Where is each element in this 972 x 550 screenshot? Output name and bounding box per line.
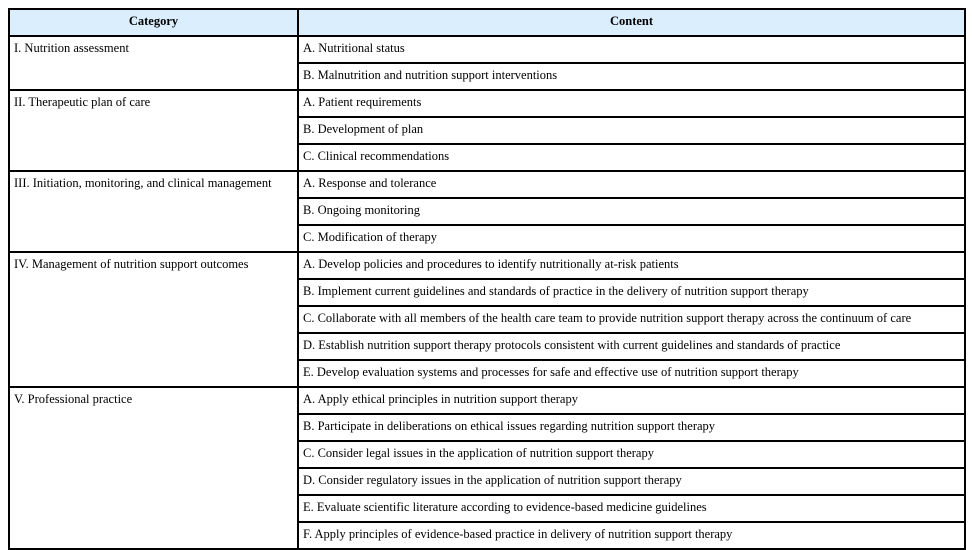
category-cell: IV. Management of nutrition support outcomes: [9, 252, 298, 387]
content-cell: C. Clinical recommendations: [298, 144, 965, 171]
content-cell: B. Implement current guidelines and standards of practice in the delivery of nutrition support therapy: [298, 279, 965, 306]
content-cell: D. Consider regulatory issues in the application of nutrition support therapy: [298, 468, 965, 495]
table-row: [9, 90, 965, 117]
table-row: [9, 36, 965, 63]
content-cell: E. Evaluate scientific literature according to evidence-based medicine guidelines: [298, 495, 965, 522]
table-body: [9, 36, 965, 549]
content-cell: C. Modification of therapy: [298, 225, 965, 252]
content-cell: B. Development of plan: [298, 117, 965, 144]
content-cell: A. Develop policies and procedures to identify nutritionally at-risk patients: [298, 252, 965, 279]
content-cell: B. Participate in deliberations on ethical issues regarding nutrition support therapy: [298, 414, 965, 441]
table-row: [9, 252, 965, 279]
content-cell: A. Nutritional status: [298, 36, 965, 63]
content-cell: C. Collaborate with all members of the health care team to provide nutrition support therapy across the continuum of care: [298, 306, 965, 333]
table-row: [9, 171, 965, 198]
content-cell: A. Response and tolerance: [298, 171, 965, 198]
content-header: Content: [298, 9, 965, 36]
content-cell: A. Apply ethical principles in nutrition support therapy: [298, 387, 965, 414]
content-cell: D. Establish nutrition support therapy protocols consistent with current guidelines and standards of practice: [298, 333, 965, 360]
content-cell: B. Ongoing monitoring: [298, 198, 965, 225]
category-cell: I. Nutrition assessment: [9, 36, 298, 90]
content-outline-table: [8, 8, 966, 550]
category-cell: II. Therapeutic plan of care: [9, 90, 298, 171]
content-cell: A. Patient requirements: [298, 90, 965, 117]
table-row: [9, 387, 965, 414]
content-cell: F. Apply principles of evidence-based practice in delivery of nutrition support therapy: [298, 522, 965, 549]
category-cell: V. Professional practice: [9, 387, 298, 549]
category-cell: III. Initiation, monitoring, and clinical management: [9, 171, 298, 252]
content-cell: E. Develop evaluation systems and processes for safe and effective use of nutrition support therapy: [298, 360, 965, 387]
content-cell: C. Consider legal issues in the application of nutrition support therapy: [298, 441, 965, 468]
header-row: [9, 9, 965, 36]
content-cell: B. Malnutrition and nutrition support interventions: [298, 63, 965, 90]
category-header: Category: [9, 9, 298, 36]
